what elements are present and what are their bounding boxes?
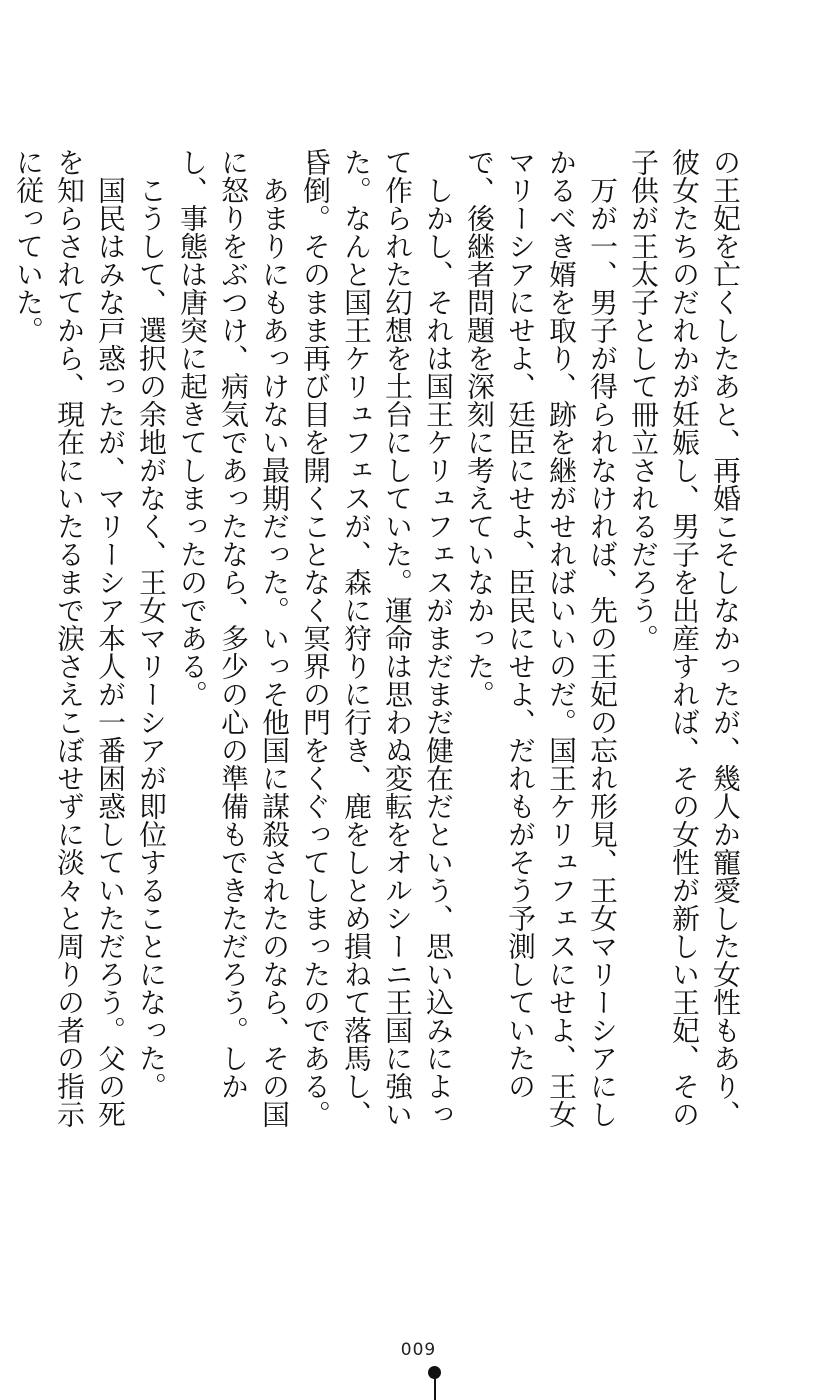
page-marker-icon bbox=[428, 1366, 442, 1400]
paragraph: あまりにもあっけない最期だった。いっそ他国に謀殺されたのなら、その国に怒りをぶつけ、病気であったなら、多少の心の準備もできただろう。しかし、事態は唐突に起きてしまったのである。 bbox=[175, 148, 290, 1128]
page-number: 009 bbox=[400, 1340, 437, 1360]
paragraph: 万が一、男子が得られなければ、先の王妃の忘れ形見、王女マリーシアにしかるべき婿を取り、跡を継がせればいいのだ。国王ケリュフェスにせよ、王女マリーシアにせよ、廷臣にせよ、臣民にせよ、だれもがそう予測していたので、後継者問題を深刻に考えていなかった。 bbox=[462, 148, 618, 1128]
paragraph: しかし、それは国王ケリュフェスがまだまだ健在だという、思い込みによって作られた幻想を土台にしていた。運命は思わぬ変転をオルシーニ王国に強いた。なんと国王ケリュフェスが、森に狩りに行き、鹿をしとめ損ねて落馬し、昏倒。そのまま再び目を開くことなく冥界の門をくぐってしまったのである。 bbox=[298, 148, 454, 1128]
vertical-text-block bbox=[11, 148, 745, 1148]
paragraph: の王妃を亡くしたあと、再婚こそしなかったが、幾人か寵愛した女性もあり、彼女たちのだれかが妊娠し、男子を出産すれば、その女性が新しい王妃、その子供が王太子として冊立されるだろう。 bbox=[626, 148, 741, 1128]
paragraph: こうして、選択の余地がなく、王女マリーシアが即位することになった。 bbox=[134, 175, 167, 1100]
marker-line bbox=[434, 1376, 436, 1400]
paragraph: 国民はみな戸惑ったが、マリーシア本人が一番困惑していただろう。父の死を知らされてから、現在にいたるまで涙さえこぼせずに淡々と周りの者の指示に従っていた。 bbox=[11, 148, 126, 1128]
